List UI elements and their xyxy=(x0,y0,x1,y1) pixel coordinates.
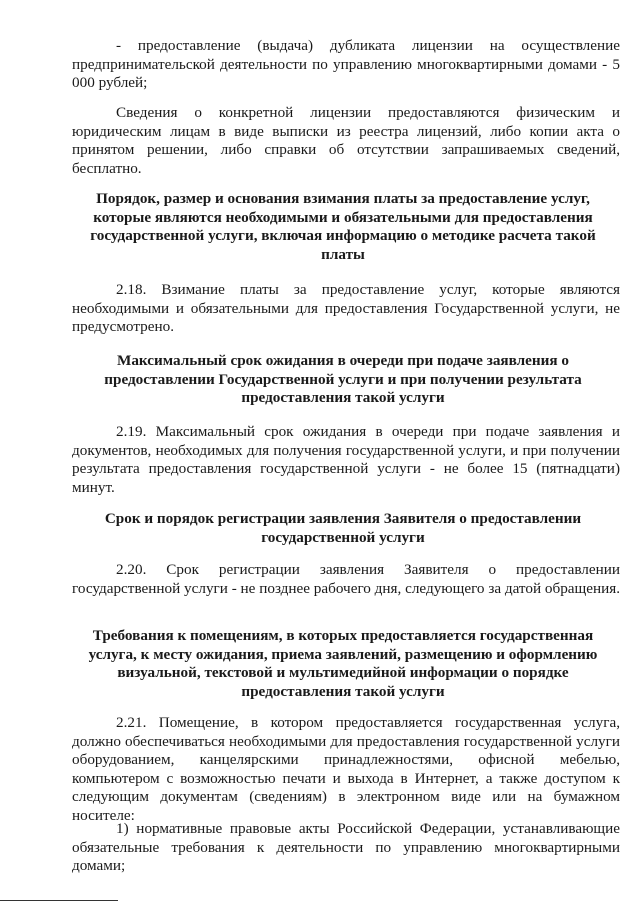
heading-max-wait: Максимальный срок ожидания в очереди при подаче заявления о предоставлении Государственной услуги и при получении результата предоставления такой услуги xyxy=(104,352,582,407)
paragraph-duplicate-fee: - предоставление (выдача) дубликата лицензии на осуществление предпринимательской деятельности по управлению многоквартирными домами - 5 000 рублей; xyxy=(72,37,620,92)
footnote-divider xyxy=(0,900,118,901)
heading-fee-procedure: Порядок, размер и основания взимания платы за предоставление услуг, которые являются необходимыми и обязательными для предоставления государственной услуги, включая информацию о методике расчета такой платы xyxy=(90,190,596,263)
paragraph-license-info: Сведения о конкретной лицензии предоставляются физическим и юридическим лицам в виде выписки из реестра лицензий, либо копии акта о принятом решении, либо справки об отсутствии запрашиваемых сведений, бесплатно. xyxy=(72,104,620,177)
paragraph-list-item-1: 1) нормативные правовые акты Российской Федерации, устанавливающие обязательные требования к деятельности по управлению многоквартирными домами; xyxy=(72,820,620,875)
paragraph-2-19: 2.19. Максимальный срок ожидания в очереди при подаче заявления и документов, необходимых для получения государственной услуги, и при получении результата предоставления государственной услуги - не более 15 (пятнадцати) минут. xyxy=(72,423,620,496)
heading-premises: Требования к помещениям, в которых предоставляется государственная услуга, к месту ожидания, приема заявлений, размещению и оформлению визуальной, текстовой и мультимедийной информации о порядке предоставления такой услуги xyxy=(88,627,598,700)
paragraph-2-21: 2.21. Помещение, в котором предоставляется государственная услуга, должно обеспечиваться необходимыми для предоставления государственной услуги оборудованием, канцелярскими принадлежностями, офисной мебелью, компьютером с возможностью печати и выхода в Интернет, а также доступом к следующим документам (сведениям) в электронном виде или на бумажном носителе: xyxy=(72,714,620,824)
paragraph-2-20: 2.20. Срок регистрации заявления Заявителя о предоставлении государственной услуги - не позднее рабочего дня, следующего за датой обращения. xyxy=(72,561,621,597)
heading-registration: Срок и порядок регистрации заявления Заявителя о предоставлении государственной услуги xyxy=(104,510,582,546)
paragraph-2-18: 2.18. Взимание платы за предоставление услуг, которые являются необходимыми и обязательными для предоставления Государственной услуги, не предусмотрено. xyxy=(72,281,620,336)
